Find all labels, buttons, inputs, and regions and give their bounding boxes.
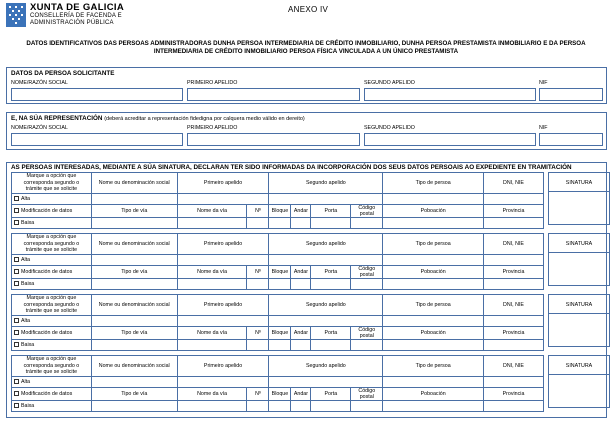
- col-tipo-via: Tipo de vía: [91, 326, 177, 339]
- input-porta[interactable]: [311, 339, 351, 350]
- representacion-section: [6, 112, 607, 150]
- input-poboacion[interactable]: [383, 278, 484, 289]
- input-apelido1[interactable]: [177, 376, 269, 387]
- input-tipo-persoa[interactable]: [383, 254, 484, 265]
- input-provincia[interactable]: [484, 278, 544, 289]
- col-tipo-persoa: Tipo de persoa: [383, 356, 484, 377]
- input-numero[interactable]: [247, 339, 269, 350]
- persoa-block: [11, 172, 593, 233]
- col-andar: Andar: [291, 204, 311, 217]
- input-nome[interactable]: [91, 193, 177, 204]
- input-nome[interactable]: [91, 376, 177, 387]
- input-tipo-persoa[interactable]: [383, 193, 484, 204]
- col-nome: Nome ou denominación social: [91, 356, 177, 377]
- col-numero: Nº: [247, 326, 269, 339]
- solicitante-section: [6, 67, 607, 104]
- input-numero[interactable]: [247, 400, 269, 411]
- col-bloque: Bloque: [269, 204, 291, 217]
- persoa-block: [11, 294, 593, 355]
- input-poboacion[interactable]: [383, 400, 484, 411]
- input-dni[interactable]: [484, 193, 544, 204]
- input-apelido1[interactable]: [177, 254, 269, 265]
- col-sinatura: SINATURA: [548, 355, 610, 375]
- col-provincia: Provincia: [484, 387, 544, 400]
- input-andar[interactable]: [291, 278, 311, 289]
- checkbox-icon[interactable]: [14, 257, 19, 262]
- solicitante-title: DATOS DA PERSOA SOLICITANTE: [11, 70, 115, 77]
- col-tipo-via: Tipo de vía: [91, 387, 177, 400]
- col-bloque: Bloque: [269, 326, 291, 339]
- input-nome-via[interactable]: [177, 400, 247, 411]
- checkbox-icon[interactable]: [14, 391, 19, 396]
- input-codigo-postal[interactable]: [351, 217, 383, 228]
- col-provincia: Provincia: [484, 204, 544, 217]
- sinatura-area[interactable]: [548, 192, 610, 225]
- col-nome: Nome ou denominación social: [91, 295, 177, 316]
- col-tipo-via: Tipo de vía: [91, 204, 177, 217]
- input-numero[interactable]: [247, 278, 269, 289]
- col-dni: DNI, NIE: [484, 173, 544, 194]
- logo-subtitle-2: ADMINISTRACIÓN PÚBLICA: [30, 20, 114, 26]
- col-andar: Andar: [291, 387, 311, 400]
- option-header: Marque a opción que corresponda segundo o trámite que se solicite: [12, 234, 92, 255]
- page-title: DATOS IDENTIFICATIVOS DAS PERSOAS ADMINISTRADORAS DUNHA PERSOA INTERMEDIARIA DE CRÉDITO INMOBILIARIO, DUNHA PERSOA PRESTAMISTA INMOBILIARIO E DA PERSOA INTERMEDIARIA DE CRÉDITO INMOBILIARIO PERSOA FÍSICA VINCULADA A UN ÚNICO PRESTAMISTA: [26, 40, 586, 55]
- input-codigo-postal[interactable]: [351, 339, 383, 350]
- col-apelido1: Primeiro apelido: [177, 356, 269, 377]
- checkbox-icon[interactable]: [14, 220, 19, 225]
- input-porta[interactable]: [311, 400, 351, 411]
- col-poboacion: Poboación: [383, 265, 484, 278]
- nome-label: NOME/RAZÓN SOCIAL: [11, 125, 68, 131]
- checkbox-icon[interactable]: [14, 342, 19, 347]
- header: [6, 3, 606, 35]
- col-poboacion: Poboación: [383, 326, 484, 339]
- representacion-apelido2-input[interactable]: [364, 133, 536, 146]
- input-bloque[interactable]: [269, 400, 291, 411]
- solicitante-nome-input[interactable]: [11, 88, 183, 101]
- col-nome-via: Nome da vía: [177, 204, 247, 217]
- representacion-apelido1-input[interactable]: [187, 133, 360, 146]
- option-baixa[interactable]: Baixa: [12, 278, 92, 289]
- col-apelido2: Segundo apelido: [269, 234, 383, 255]
- col-porta: Porta: [311, 265, 351, 278]
- nif-label: NIF: [539, 125, 548, 131]
- col-porta: Porta: [311, 204, 351, 217]
- option-modificacion[interactable]: Modificación de datos: [12, 204, 92, 217]
- input-bloque[interactable]: [269, 339, 291, 350]
- col-nome-via: Nome da vía: [177, 387, 247, 400]
- input-numero[interactable]: [247, 217, 269, 228]
- col-tipo-via: Tipo de vía: [91, 265, 177, 278]
- col-apelido1: Primeiro apelido: [177, 295, 269, 316]
- option-header: Marque a opción que corresponda segundo o trámite que se solicite: [12, 295, 92, 316]
- apelido1-label: PRIMEIRO APELIDO: [187, 80, 238, 86]
- col-apelido1: Primeiro apelido: [177, 173, 269, 194]
- logo-subtitle-1: CONSELLERÍA DE FACENDA E: [30, 13, 122, 19]
- input-bloque[interactable]: [269, 217, 291, 228]
- input-poboacion[interactable]: [383, 339, 484, 350]
- col-numero: Nº: [247, 265, 269, 278]
- input-apelido1[interactable]: [177, 315, 269, 326]
- apelido1-label: PRIMEIRO APELIDO: [187, 125, 238, 131]
- input-tipo-via[interactable]: [91, 278, 177, 289]
- option-alta[interactable]: Alta: [12, 315, 92, 326]
- solicitante-apelido2-input[interactable]: [364, 88, 536, 101]
- col-codigo-postal: Código postal: [351, 265, 383, 278]
- col-dni: DNI, NIE: [484, 295, 544, 316]
- input-codigo-postal[interactable]: [351, 400, 383, 411]
- col-numero: Nº: [247, 204, 269, 217]
- input-provincia[interactable]: [484, 339, 544, 350]
- col-codigo-postal: Código postal: [351, 204, 383, 217]
- input-andar[interactable]: [291, 217, 311, 228]
- col-tipo-persoa: Tipo de persoa: [383, 173, 484, 194]
- col-codigo-postal: Código postal: [351, 387, 383, 400]
- sinatura-area[interactable]: [548, 253, 610, 286]
- col-nome-via: Nome da vía: [177, 326, 247, 339]
- option-header: Marque a opción que corresponda segundo o trámite que se solicite: [12, 356, 92, 377]
- col-codigo-postal: Código postal: [351, 326, 383, 339]
- input-nome-via[interactable]: [177, 278, 247, 289]
- input-apelido2[interactable]: [269, 376, 383, 387]
- representacion-nome-input[interactable]: [11, 133, 183, 146]
- interesadas-title: AS PERSOAS INTERESADAS, MEDIANTE A SÚA SINATURA, DECLARAN TER SIDO INFORMADAS DA INCORPORACIÓN DOS SEUS DATOS PERSOAIS AO EXPEDIENTE EN TRAMITACIÓN: [11, 164, 572, 171]
- input-tipo-via[interactable]: [91, 339, 177, 350]
- logo-title: XUNTA DE GALICIA: [30, 2, 124, 13]
- persoa-block: [11, 233, 593, 294]
- col-andar: Andar: [291, 326, 311, 339]
- col-numero: Nº: [247, 387, 269, 400]
- apelido2-label: SEGUNDO APELIDO: [364, 80, 415, 86]
- col-provincia: Provincia: [484, 326, 544, 339]
- col-apelido2: Segundo apelido: [269, 356, 383, 377]
- input-tipo-persoa[interactable]: [383, 315, 484, 326]
- col-porta: Porta: [311, 326, 351, 339]
- option-modificacion[interactable]: Modificación de datos: [12, 265, 92, 278]
- col-poboacion: Poboación: [383, 387, 484, 400]
- option-baixa[interactable]: Baixa: [12, 400, 92, 411]
- representacion-nif-input[interactable]: [539, 133, 603, 146]
- checkbox-icon[interactable]: [14, 196, 19, 201]
- col-andar: Andar: [291, 265, 311, 278]
- col-bloque: Bloque: [269, 387, 291, 400]
- input-andar[interactable]: [291, 339, 311, 350]
- checkbox-icon[interactable]: [14, 281, 19, 286]
- input-porta[interactable]: [311, 217, 351, 228]
- sinatura-area[interactable]: [548, 375, 610, 408]
- input-nome-via[interactable]: [177, 339, 247, 350]
- option-baixa[interactable]: Baixa: [12, 217, 92, 228]
- input-provincia[interactable]: [484, 400, 544, 411]
- solicitante-apelido1-input[interactable]: [187, 88, 360, 101]
- option-alta[interactable]: Alta: [12, 376, 92, 387]
- sinatura-area[interactable]: [548, 314, 610, 347]
- col-apelido2: Segundo apelido: [269, 295, 383, 316]
- input-apelido2[interactable]: [269, 193, 383, 204]
- persoa-block: [11, 355, 593, 416]
- solicitante-nif-input[interactable]: [539, 88, 603, 101]
- col-sinatura: SINATURA: [548, 172, 610, 192]
- input-apelido2[interactable]: [269, 315, 383, 326]
- nif-label: NIF: [539, 80, 548, 86]
- input-dni[interactable]: [484, 315, 544, 326]
- col-tipo-persoa: Tipo de persoa: [383, 295, 484, 316]
- input-nome[interactable]: [91, 254, 177, 265]
- col-bloque: Bloque: [269, 265, 291, 278]
- option-alta[interactable]: Alta: [12, 254, 92, 265]
- input-apelido1[interactable]: [177, 193, 269, 204]
- col-dni: DNI, NIE: [484, 356, 544, 377]
- input-apelido2[interactable]: [269, 254, 383, 265]
- input-nome-via[interactable]: [177, 217, 247, 228]
- option-baixa[interactable]: Baixa: [12, 339, 92, 350]
- col-dni: DNI, NIE: [484, 234, 544, 255]
- input-tipo-via[interactable]: [91, 217, 177, 228]
- col-nome: Nome ou denominación social: [91, 173, 177, 194]
- input-codigo-postal[interactable]: [351, 278, 383, 289]
- input-dni[interactable]: [484, 376, 544, 387]
- input-dni[interactable]: [484, 254, 544, 265]
- checkbox-icon[interactable]: [14, 208, 19, 213]
- checkbox-icon[interactable]: [14, 318, 19, 323]
- option-alta[interactable]: Alta: [12, 193, 92, 204]
- col-poboacion: Poboación: [383, 204, 484, 217]
- input-porta[interactable]: [311, 278, 351, 289]
- input-bloque[interactable]: [269, 278, 291, 289]
- col-tipo-persoa: Tipo de persoa: [383, 234, 484, 255]
- col-provincia: Provincia: [484, 265, 544, 278]
- input-nome[interactable]: [91, 315, 177, 326]
- option-modificacion[interactable]: Modificación de datos: [12, 326, 92, 339]
- xunta-logo-icon: [6, 3, 26, 27]
- col-apelido2: Segundo apelido: [269, 173, 383, 194]
- input-tipo-via[interactable]: [91, 400, 177, 411]
- input-provincia[interactable]: [484, 217, 544, 228]
- col-nome: Nome ou denominación social: [91, 234, 177, 255]
- apelido2-label: SEGUNDO APELIDO: [364, 125, 415, 131]
- option-header: Marque a opción que corresponda segundo o trámite que se solicite: [12, 173, 92, 194]
- col-nome-via: Nome da vía: [177, 265, 247, 278]
- annex-label: ANEXO IV: [288, 5, 329, 14]
- input-poboacion[interactable]: [383, 217, 484, 228]
- input-andar[interactable]: [291, 400, 311, 411]
- checkbox-icon[interactable]: [14, 269, 19, 274]
- checkbox-icon[interactable]: [14, 403, 19, 408]
- checkbox-icon[interactable]: [14, 330, 19, 335]
- input-tipo-persoa[interactable]: [383, 376, 484, 387]
- checkbox-icon[interactable]: [14, 379, 19, 384]
- col-sinatura: SINATURA: [548, 294, 610, 314]
- nome-label: NOME/RAZÓN SOCIAL: [11, 80, 68, 86]
- representacion-title: E, NA SÚA REPRESENTACIÓN (deberá acreditar a representación fidedigna por calquera medio válido en dereito): [11, 115, 305, 122]
- col-porta: Porta: [311, 387, 351, 400]
- col-sinatura: SINATURA: [548, 233, 610, 253]
- interesadas-section: [6, 162, 607, 418]
- option-modificacion[interactable]: Modificación de datos: [12, 387, 92, 400]
- col-apelido1: Primeiro apelido: [177, 234, 269, 255]
